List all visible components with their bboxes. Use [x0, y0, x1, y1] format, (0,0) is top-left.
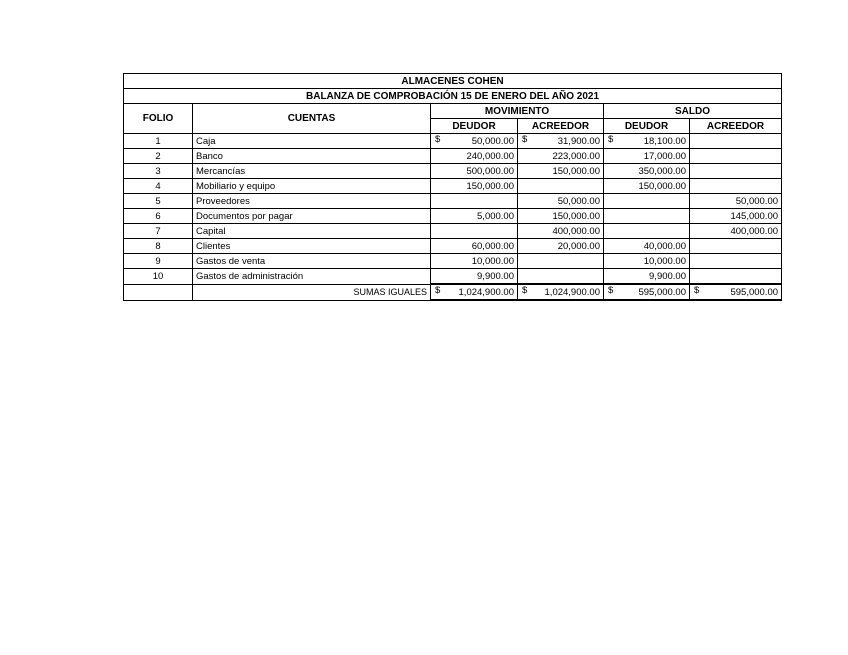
account-cell: Caja: [193, 134, 431, 149]
sal-deudor-cell: 40,000.00: [604, 239, 690, 254]
mov-acreedor-cell: 150,000.00: [518, 209, 604, 224]
amount: 31,900.00: [557, 135, 600, 147]
table-row: [124, 224, 782, 239]
sal-deudor-cell: 350,000.00: [604, 164, 690, 179]
sal-acreedor-cell: 145,000.00: [690, 209, 782, 224]
mov-deudor-cell: [431, 134, 518, 149]
sal-acreedor-cell: [690, 134, 782, 149]
table-row: [124, 134, 782, 149]
mov-acreedor-cell: [518, 269, 604, 285]
table-row: [124, 239, 782, 254]
sal-deudor-cell: 9,900.00: [604, 269, 690, 285]
sal-acreedor-cell: [690, 179, 782, 194]
sal-acreedor-header: ACREEDOR: [690, 119, 782, 134]
sal-acreedor-cell: 50,000.00: [690, 194, 782, 209]
report-subtitle: BALANZA DE COMPROBACIÓN 15 DE ENERO DEL AÑO 2021: [124, 89, 782, 104]
sal-deudor-cell: [604, 134, 690, 149]
amount: 1,024,900.00: [458, 286, 514, 298]
total-mov-acreedor: [518, 284, 604, 300]
sal-acreedor-cell: [690, 254, 782, 269]
folio-cell: 1: [124, 134, 193, 149]
mov-acreedor-cell: 400,000.00: [518, 224, 604, 239]
table-row: [124, 254, 782, 269]
folio-header: FOLIO: [124, 104, 193, 134]
folio-cell: 9: [124, 254, 193, 269]
table-row: [124, 209, 782, 224]
account-cell: Mobiliario y equipo: [193, 179, 431, 194]
account-cell: Banco: [193, 149, 431, 164]
mov-deudor-cell: 60,000.00: [431, 239, 518, 254]
currency-symbol: $: [608, 285, 614, 296]
balance-sheet: [123, 73, 781, 301]
currency-symbol: $: [522, 134, 528, 145]
totals-row: [124, 284, 782, 300]
account-cell: Gastos de venta: [193, 254, 431, 269]
mov-acreedor-cell: 50,000.00: [518, 194, 604, 209]
mov-acreedor-cell: 223,000.00: [518, 149, 604, 164]
folio-cell: 2: [124, 149, 193, 164]
account-cell: Proveedores: [193, 194, 431, 209]
mov-deudor-cell: 500,000.00: [431, 164, 518, 179]
folio-cell: 8: [124, 239, 193, 254]
mov-acreedor-cell: [518, 179, 604, 194]
folio-cell: 4: [124, 179, 193, 194]
saldo-header: SALDO: [604, 104, 782, 119]
cuentas-header: CUENTAS: [193, 104, 431, 134]
mov-deudor-cell: 5,000.00: [431, 209, 518, 224]
amount: 595,000.00: [730, 286, 779, 298]
sal-acreedor-cell: [690, 269, 782, 285]
amount: 50,000.00: [471, 135, 514, 147]
mov-deudor-cell: 10,000.00: [431, 254, 518, 269]
currency-symbol: $: [435, 285, 441, 296]
totals-label: SUMAS IGUALES: [193, 284, 431, 300]
account-cell: Mercancías: [193, 164, 431, 179]
mov-acreedor-cell: 20,000.00: [518, 239, 604, 254]
total-sal-acreedor: [690, 284, 782, 300]
folio-cell: 7: [124, 224, 193, 239]
folio-cell: 3: [124, 164, 193, 179]
sal-deudor-cell: 10,000.00: [604, 254, 690, 269]
total-mov-deudor: [431, 284, 518, 300]
total-sal-deudor: [604, 284, 690, 300]
mov-deudor-cell: [431, 224, 518, 239]
account-cell: Clientes: [193, 239, 431, 254]
account-cell: Gastos de administración: [193, 269, 431, 285]
amount: 1,024,900.00: [544, 286, 600, 298]
company-title: ALMACENES COHEN: [124, 74, 782, 89]
account-cell: Capital: [193, 224, 431, 239]
sal-deudor-cell: 17,000.00: [604, 149, 690, 164]
mov-deudor-header: DEUDOR: [431, 119, 518, 134]
currency-symbol: $: [522, 285, 528, 296]
mov-acreedor-cell: [518, 254, 604, 269]
totals-folio-cell: [124, 284, 193, 300]
sal-deudor-cell: [604, 194, 690, 209]
table-row: [124, 164, 782, 179]
table-row: [124, 194, 782, 209]
sal-deudor-cell: [604, 224, 690, 239]
folio-cell: 10: [124, 269, 193, 285]
table-row: [124, 149, 782, 164]
sal-acreedor-cell: 400,000.00: [690, 224, 782, 239]
mov-deudor-cell: 150,000.00: [431, 179, 518, 194]
mov-deudor-cell: 9,900.00: [431, 269, 518, 285]
folio-cell: 5: [124, 194, 193, 209]
account-cell: Documentos por pagar: [193, 209, 431, 224]
mov-deudor-cell: 240,000.00: [431, 149, 518, 164]
movimiento-header: MOVIMIENTO: [431, 104, 604, 119]
sal-deudor-cell: 150,000.00: [604, 179, 690, 194]
currency-symbol: $: [435, 134, 441, 145]
currency-symbol: $: [694, 285, 700, 296]
currency-symbol: $: [608, 134, 614, 145]
sal-acreedor-cell: [690, 239, 782, 254]
sal-deudor-header: DEUDOR: [604, 119, 690, 134]
trial-balance-table: [123, 73, 782, 301]
amount: 595,000.00: [638, 286, 686, 298]
sal-acreedor-cell: [690, 164, 782, 179]
mov-acreedor-cell: 150,000.00: [518, 164, 604, 179]
table-row: [124, 179, 782, 194]
folio-cell: 6: [124, 209, 193, 224]
mov-deudor-cell: [431, 194, 518, 209]
amount: 18,100.00: [643, 135, 686, 147]
table-row: [124, 269, 782, 285]
mov-acreedor-header: ACREEDOR: [518, 119, 604, 134]
sal-deudor-cell: [604, 209, 690, 224]
sal-acreedor-cell: [690, 149, 782, 164]
mov-acreedor-cell: [518, 134, 604, 149]
